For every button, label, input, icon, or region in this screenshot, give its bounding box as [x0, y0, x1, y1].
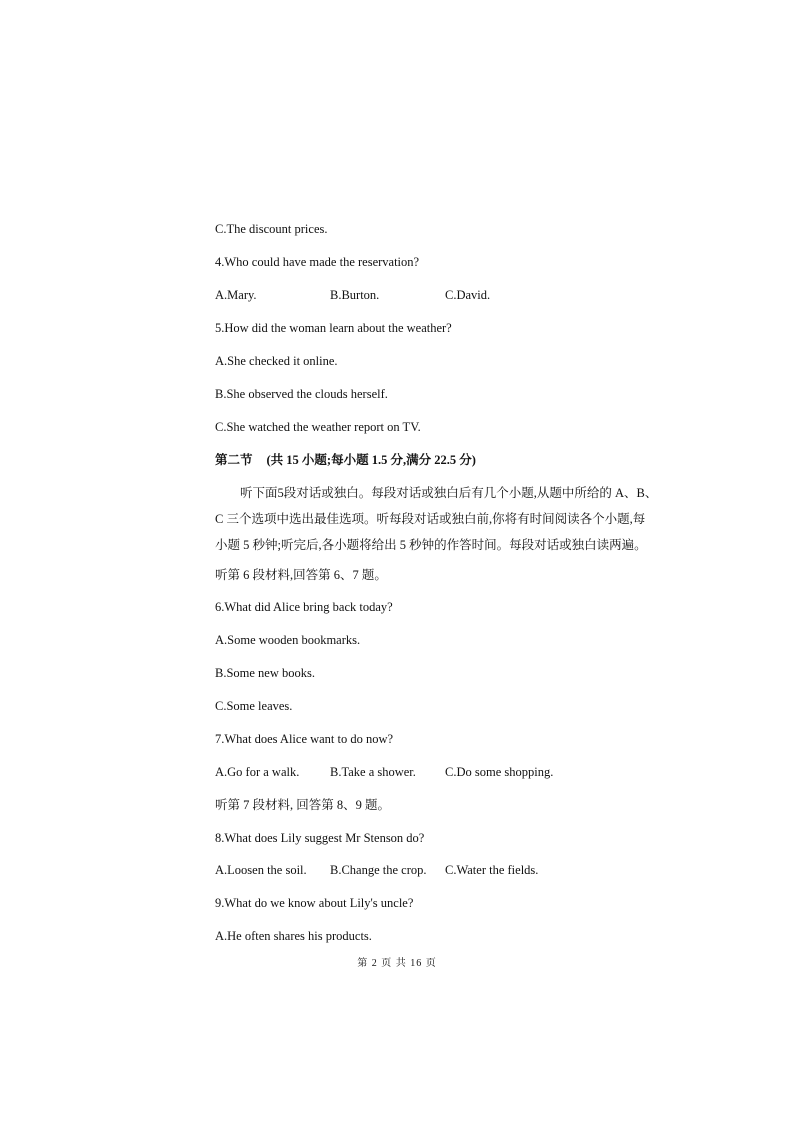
- section-title: 第二节: [215, 453, 253, 467]
- q4-option-a: A.Mary.: [215, 288, 257, 302]
- q4-option-c: C.David.: [445, 288, 491, 302]
- q7-option-c: C.Do some shopping.: [445, 765, 554, 779]
- q6-option-a: A.Some wooden bookmarks.: [215, 633, 361, 647]
- q4-option-b: B.Burton.: [330, 288, 380, 302]
- q7-option-a: A.Go for a walk.: [215, 765, 300, 779]
- q5-option-a: A.She checked it online.: [215, 354, 338, 368]
- material-6-instruction: 听第 6 段材料,回答第 6、7 题。: [215, 568, 387, 582]
- question-4: 4.Who could have made the reservation?: [215, 255, 420, 269]
- instructions-line-1: 听下面5段对话或独白。每段对话或独白后有几个小题,从题中所给的 A、B、: [240, 486, 658, 500]
- page-number-footer: 第 2 页 共 16 页: [357, 958, 437, 969]
- question-5: 5.How did the woman learn about the weather?: [215, 321, 452, 335]
- question-6: 6.What did Alice bring back today?: [215, 600, 393, 614]
- q6-option-c: C.Some leaves.: [215, 699, 293, 713]
- instructions-line-3: 小题 5 秒钟;听完后,各小题将给出 5 秒钟的作答时间。每段对话或独白读两遍。: [215, 538, 647, 552]
- section-heading: [215, 452, 476, 468]
- section-note: (共 15 小题;每小题 1.5 分,满分 22.5 分): [266, 453, 476, 467]
- material-7-instruction: 听第 7 段材料, 回答第 8、9 题。: [215, 798, 391, 812]
- question-9: 9.What do we know about Lily's uncle?: [215, 896, 414, 910]
- q8-option-a: A.Loosen the soil.: [215, 863, 307, 877]
- q8-option-b: B.Change the crop.: [330, 863, 427, 877]
- instructions-line-2: C 三个选项中选出最佳选项。听每段对话或独白前,你将有时间阅读各个小题,每: [215, 512, 646, 526]
- q9-option-a: A.He often shares his products.: [215, 929, 372, 943]
- question-8: 8.What does Lily suggest Mr Stenson do?: [215, 831, 425, 845]
- q8-option-c: C.Water the fields.: [445, 863, 539, 877]
- question-7: 7.What does Alice want to do now?: [215, 732, 394, 746]
- q6-option-b: B.Some new books.: [215, 666, 315, 680]
- q3-option-c: C.The discount prices.: [215, 222, 328, 236]
- q5-option-b: B.She observed the clouds herself.: [215, 387, 388, 401]
- q5-option-c: C.She watched the weather report on TV.: [215, 420, 421, 434]
- q7-option-b: B.Take a shower.: [330, 765, 416, 779]
